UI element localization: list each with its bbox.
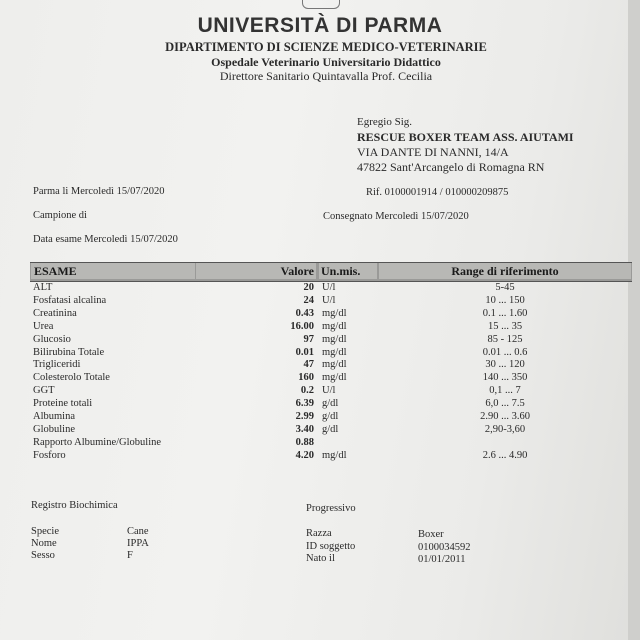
exam-value: 47 xyxy=(303,359,314,371)
exam-name: Urea xyxy=(33,320,54,332)
reference-number: Rif. 0100001914 / 010000209875 xyxy=(366,187,509,198)
delivered-date: Consegnato Mercoledì 15/07/2020 xyxy=(323,211,469,222)
hospital-title: Ospedale Veterinario Universitario Didattico xyxy=(211,55,441,69)
recipient-salutation: Egregio Sig. xyxy=(357,116,412,128)
header-range: Range di riferimento xyxy=(379,263,631,279)
birth-value: 01/01/2011 xyxy=(418,554,466,565)
exam-date: Data esame Mercoledì 15/07/2020 xyxy=(33,234,178,245)
table-row xyxy=(0,424,640,437)
table-row xyxy=(0,334,640,347)
university-title: UNIVERSITÀ DI PARMA xyxy=(197,14,443,37)
exam-name: Trigliceridi xyxy=(33,359,81,371)
header-exam: ESAME xyxy=(31,263,195,279)
table-row xyxy=(0,437,640,450)
exam-range: 6,0 ... 7.5 xyxy=(485,398,525,410)
header-value: Valore xyxy=(196,263,316,279)
sex-label: Sesso xyxy=(31,550,55,561)
exam-range: 2,90-3,60 xyxy=(484,423,526,435)
species-label: Specie xyxy=(31,526,59,537)
exam-unit: U/l xyxy=(322,282,336,293)
table-row xyxy=(0,398,640,411)
exam-value: 3.40 xyxy=(295,423,314,435)
exam-value: 20 xyxy=(303,282,314,293)
exam-name: Fosforo xyxy=(33,449,66,461)
exam-name: GGT xyxy=(33,385,55,397)
table-row xyxy=(0,450,640,463)
exam-value: 0.43 xyxy=(295,307,314,319)
name-label: Nome xyxy=(31,538,57,549)
table-row xyxy=(0,359,640,372)
exam-unit: mg/dl xyxy=(322,449,347,461)
exam-value: 16.00 xyxy=(290,320,314,332)
name-value: IPPA xyxy=(127,538,149,549)
exam-unit: mg/dl xyxy=(322,333,347,345)
exam-unit: U/l xyxy=(322,385,336,397)
director-line: Direttore Sanitario Quintavalla Prof. Cecilia xyxy=(219,69,433,83)
exam-name: ALT xyxy=(33,282,53,293)
exam-name: Creatinina xyxy=(33,307,77,319)
university-seal xyxy=(302,0,340,9)
exam-range: 0.01 ... 0.6 xyxy=(482,346,528,358)
sex-value: F xyxy=(127,550,133,561)
exam-range: 30 ... 120 xyxy=(485,359,525,371)
exam-value: 4.20 xyxy=(295,449,314,461)
department-title: DIPARTIMENTO DI SCIENZE MEDICO-VETERINARIE xyxy=(165,40,487,54)
table-row xyxy=(0,295,640,308)
breed-value: Boxer xyxy=(418,529,444,540)
recipient-city: 47822 Sant'Arcangelo di Romagna RN xyxy=(357,160,545,174)
exam-unit: mg/dl xyxy=(322,320,347,332)
exam-value: 0.01 xyxy=(295,346,314,358)
sample-label: Campione di xyxy=(33,210,87,221)
table-row xyxy=(0,321,640,334)
exam-name: Globuline xyxy=(33,423,75,435)
exam-unit: g/dl xyxy=(322,398,339,410)
exam-value: 160 xyxy=(298,372,314,384)
exam-name: Proteine totali xyxy=(33,398,93,410)
exam-unit: mg/dl xyxy=(322,346,347,358)
table-row xyxy=(0,385,640,398)
subject-id-value: 0100034592 xyxy=(418,542,471,553)
exam-unit: mg/dl xyxy=(322,307,347,319)
table-row xyxy=(0,308,640,321)
exam-value: 2.99 xyxy=(295,411,314,422)
exam-range: 15 ... 35 xyxy=(487,320,523,332)
table-row xyxy=(0,372,640,385)
exam-range: 5-45 xyxy=(495,282,515,293)
recipient-name: RESCUE BOXER TEAM ASS. AIUTAMI xyxy=(357,130,574,144)
progressive-label: Progressivo xyxy=(306,503,356,514)
table-row xyxy=(0,411,640,424)
exam-unit: g/dl xyxy=(322,411,339,422)
exam-value: 6.39 xyxy=(295,398,314,410)
table-row xyxy=(0,347,640,360)
recipient-street: VIA DANTE DI NANNI, 14/A xyxy=(357,145,509,159)
exam-name: Rapporto Albumine/Globuline xyxy=(33,436,162,448)
exam-range: 140 ... 350 xyxy=(482,372,528,384)
exam-name: Colesterolo Totale xyxy=(33,372,110,384)
header-unit: Un.mis. xyxy=(319,263,377,279)
exam-range: 2.90 ... 3.60 xyxy=(480,411,530,422)
exam-range: 0.1 ... 1.60 xyxy=(482,307,528,319)
table-row xyxy=(0,282,640,295)
exam-unit: mg/dl xyxy=(322,372,347,384)
exam-unit: mg/dl xyxy=(322,359,347,371)
exam-range: 10 ... 150 xyxy=(485,294,525,306)
exam-name: Albumina xyxy=(33,411,75,422)
exam-unit: U/l xyxy=(322,294,336,306)
exam-value: 0.88 xyxy=(295,436,314,448)
species-value: Cane xyxy=(127,526,149,537)
exam-value: 0.2 xyxy=(300,385,314,397)
birth-label: Nato il xyxy=(306,553,335,564)
exam-value: 24 xyxy=(303,294,314,306)
exam-value: 97 xyxy=(303,333,314,345)
place-date: Parma li Mercoledì 15/07/2020 xyxy=(33,186,165,197)
breed-label: Razza xyxy=(306,528,332,539)
subject-id-label: ID soggetto xyxy=(306,541,356,552)
exam-name: Fosfatasi alcalina xyxy=(33,294,107,306)
exam-range: 0,1 ... 7 xyxy=(489,385,521,397)
exam-range: 2.6 ... 4.90 xyxy=(482,449,528,461)
exam-name: Bilirubina Totale xyxy=(33,346,105,358)
exam-unit: g/dl xyxy=(322,423,339,435)
exam-range: 85 - 125 xyxy=(487,333,523,345)
registry-label: Registro Biochimica xyxy=(31,500,118,511)
exam-name: Glucosio xyxy=(33,333,71,345)
